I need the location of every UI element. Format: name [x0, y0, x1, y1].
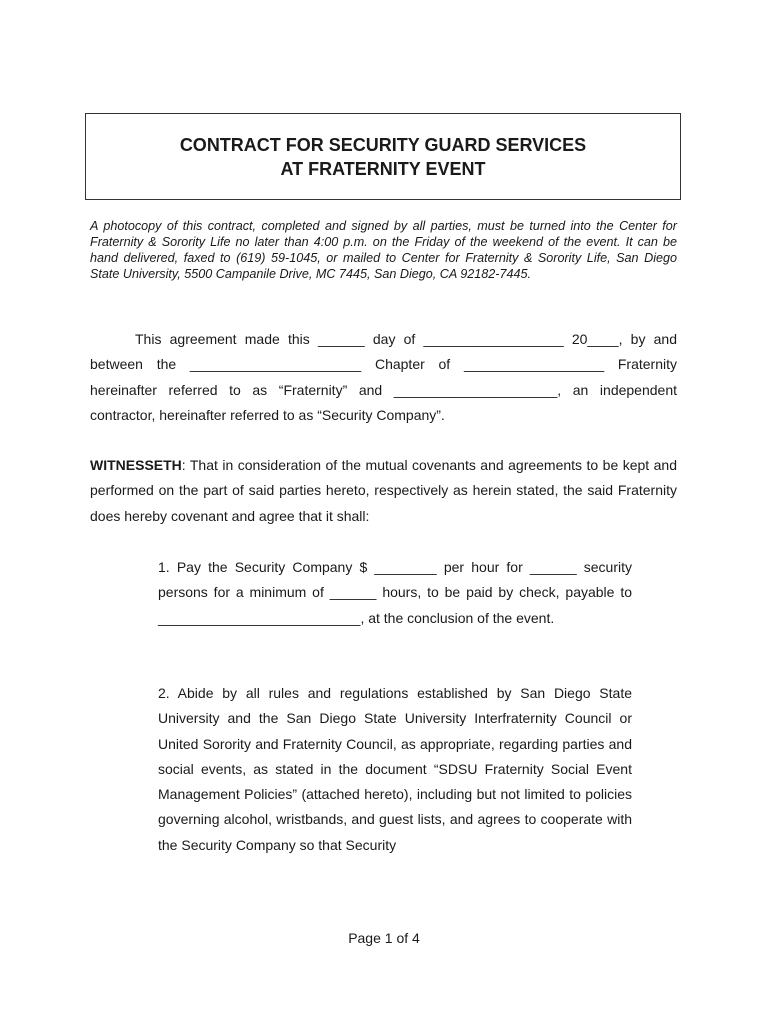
contract-title-box — [85, 113, 681, 200]
submission-notice: A photocopy of this contract, completed and signed by all parties, must be turned into the Center for Fraternity & Sorority Life no later than 4:00 p.m. on the Friday of the weekend of the event. It can be hand delivered, faxed to (619) 59-1045, or mailed to Center for Fraternity & Sorority Life, San Diego State University, 5500 Campanile Drive, MC 7445, San Diego, CA 92182-7445. — [90, 219, 677, 281]
agreement-intro-paragraph — [90, 327, 677, 428]
agreement-intro-text: This agreement made this ______ day of __________________ 20____, by and between the ______________________ Chapter of __________________ Fraternity hereinafter referred to as “Fraternity” and _____________________, an independent contractor, hereinafter referred to as “Security Company”. — [90, 331, 677, 423]
witnesseth-text: : That in consideration of the mutual covenants and agreements to be kept and performed on the part of said parties hereto, respectively as herein stated, the said Fraternity does hereby covenant and agree that it shall: — [90, 457, 677, 524]
witnesseth-paragraph — [90, 453, 677, 529]
contract-title-line2: AT FRATERNITY EVENT — [280, 158, 486, 179]
witnesseth-label: WITNESSETH — [90, 457, 182, 473]
clause-2-rules: 2. Abide by all rules and regulations established by San Diego State University and the San Diego State University Interfraternity Council or United Sorority and Fraternity Council, as appropriate, regarding parties and social events, as stated in the document “SDSU Fraternity Social Event Management Policies” (attached hereto), including but not limited to policies governing alcohol, wristbands, and guest lists, and agrees to cooperate with the Security Company so that Security — [158, 685, 632, 853]
page-number: Page 1 of 4 — [348, 930, 420, 946]
clause-1-payment: 1. Pay the Security Company $ ________ per hour for ______ security persons for a minimum of ______ hours, to be paid by check, payable to __________________________, at the conclusion of the event. — [158, 559, 632, 626]
contract-title-line1: CONTRACT FOR SECURITY GUARD SERVICES — [179, 134, 587, 155]
